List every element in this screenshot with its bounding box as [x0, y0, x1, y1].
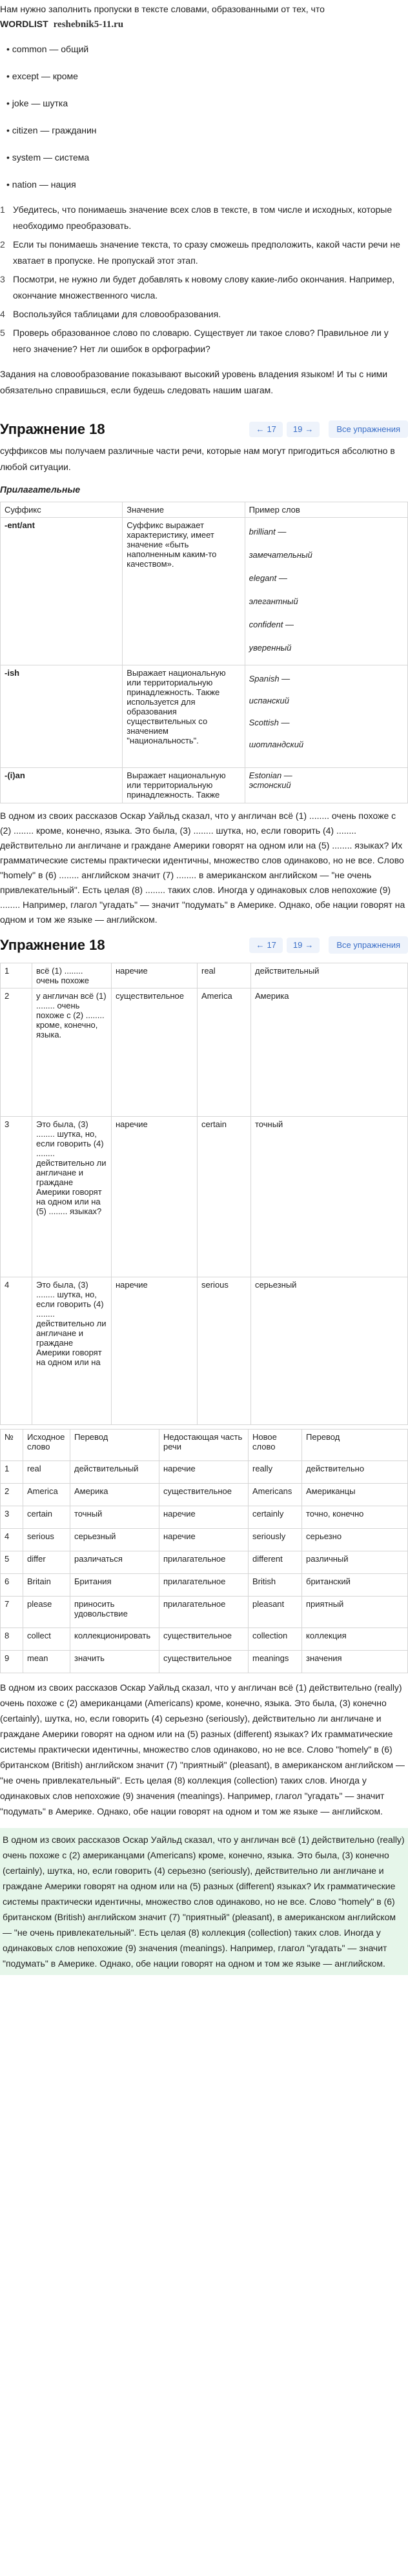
- answer-text: В одном из своих рассказов Оскар Уайльд сказал, что у англичан всё (1) действительно (really) очень похоже с (2) американцами (Americans) кроме, конечно, языка. Это была, (3) конечно (certainly), шутка, но, если говорить (4) серьезно (seriously), действительно ли англичане и граждане Америки говорят на одном или на (5) разных (different) языках? Их грамматические системы практически идентичны, множество слов одинаково, но не все. Слово "homely" в (6) британском (British) английском значит (7) "приятный" (pleasant), в американском английском — "не очень привлекательный". Есть целая (8) коллекция (collection) таких слов. Иногда у одинаковых слов непохожие (9) значения (meanings). Например, глагол "угадать" — значит "подумать" в Америке. Однако, обе нации говорят на одном и том же языке — английском.: [0, 1682, 405, 1816]
- next-button[interactable]: 19 →: [287, 938, 320, 953]
- answers-table: [0, 963, 408, 1425]
- all-exercises-button[interactable]: Все упражнения: [329, 420, 408, 438]
- table-row: 8 collect коллекционировать существительное collection коллекция: [1, 1628, 408, 1651]
- table-row: -(i)an Выражает национальную или территориальную принадлежность. Также Estonian — эстонский: [1, 768, 408, 803]
- table-row: 7 please приносить удовольствие прилагательное pleasant приятный: [1, 1597, 408, 1628]
- table-row: -ish Выражает национальную или территориальную принадлежность. Также используется для образования существительных со значением "национальность". Spanish — испанский Scottish — шотландский: [1, 665, 408, 768]
- table-row: 2 America Америка существительное Americans Американцы: [1, 1484, 408, 1506]
- answer-text-highlighted: В одном из своих рассказов Оскар Уайльд сказал, что у англичан всё (1) действительно (really) очень похоже с (2) американцами (Americans) кроме, конечно, языка. Это была, (3) конечно (certainly), шутка, но, если говорить (4) серьезно (seriously), действительно ли англичане и граждане Америки говорят на одном или на (5) разных (different) языках? Их грамматические системы практически идентичны, множество слов одинаково, но не все. Слово "homely" в (6) британском (British) английском значит (7) "приятный" (pleasant), в американском английском — "не очень привлекательный". Есть целая (8) коллекция (collection) таких слов. Иногда у одинаковых слов непохожие (9) значения (meanings). Например, глагол "угадать" — значит "подумать" в Америке. Однако, обе нации говорят на одном и том же языке — английском.: [0, 1828, 408, 1975]
- step-item: 1 Убедитесь, что понимаешь значение всех слов в тексте, в том числе и исходных, которые необходимо преобразовать.: [0, 204, 393, 231]
- arrow-left-icon: ←: [256, 940, 265, 950]
- table-row: 1 real действительный наречие really действительно: [1, 1461, 408, 1484]
- exercise-header: [0, 420, 408, 438]
- watermark: reshebnik5-11.ru: [53, 19, 124, 30]
- table-row: -ent/ant Суффикс выражает характеристику, имеет значение «быть наполненным каким-то качеством». brilliant — замечательный elegant — элегантный confident — уверенный: [1, 518, 408, 665]
- suffix-intro: суффиксов мы получаем различные части речи, которые нам могут пригодиться абсолютно в любой ситуации.: [0, 446, 395, 472]
- prev-button[interactable]: ← 17: [249, 938, 282, 953]
- adjectives-label: Прилагательные: [0, 484, 81, 495]
- prev-button[interactable]: ← 17: [249, 422, 282, 437]
- table-row: 6 Britain Британия прилагательное British британский: [1, 1574, 408, 1597]
- table-row: 5 differ различаться прилагательное different различный: [1, 1551, 408, 1574]
- exercise-title: Упражнение 18: [0, 420, 105, 437]
- step-item: 5 Проверь образованное слово по словарю. Существует ли такое слово? Правильное ли у него значение? Нет ли ошибок в орфографии?: [0, 328, 389, 354]
- table-header-row: № Исходное слово Перевод Недостающая часть речи Новое слово Перевод: [1, 1430, 408, 1461]
- after-text: Задания на словообразование показывают высокий уровень владения языком! И ты с ними обязательно справишься, если будешь следовать нашим шагам.: [0, 369, 388, 395]
- pager-2: [249, 936, 408, 954]
- suffix-table: [0, 502, 408, 803]
- wordlist-item: • nation — нация: [6, 179, 76, 190]
- wordlist-item: • except — кроме: [6, 71, 78, 81]
- arrow-right-icon: →: [305, 940, 314, 950]
- table-row: 9 mean значить существительное meanings значения: [1, 1651, 408, 1673]
- intro-line: Нам нужно заполнить пропуски в тексте словами, образованными от тех, что: [0, 4, 325, 14]
- step-item: 3 Посмотри, не нужно ли будет добавлять к новому слову какие-либо окончания. Например, окончание множественного числа.: [0, 274, 395, 300]
- arrow-right-icon: →: [305, 424, 314, 434]
- words-table: [0, 1429, 408, 1673]
- table-header-row: Суффикс Значение Пример слов: [1, 502, 408, 518]
- table-row: 4 serious серьезный наречие seriously серьезно: [1, 1529, 408, 1551]
- pager: [249, 420, 408, 438]
- step-item: 2 Если ты понимаешь значение текста, то сразу сможешь предположить, какой части речи не хватает в пропуске. Не пропускай этот этап.: [0, 239, 400, 266]
- next-button[interactable]: 19 →: [287, 422, 320, 437]
- table-row: 3 certain точный наречие certainly точно, конечно: [1, 1506, 408, 1529]
- table-row: 3 Это была, (3) ........ шутка, но, если говорить (4) ........ действительно ли англичане и граждане Америки говорят на одном или на (5) ........ языках? наречие certain точный: [1, 1117, 408, 1277]
- story-text: В одном из своих рассказов Оскар Уайльд сказал, что у англичан всё (1) ........ очень похоже с (2) ........ кроме, конечно, языка. Это была, (3) ........ шутка, но, если говорить (4) ........ действительно ли англичане и граждане Америки говорят на одном или на (5) ........ языках? Их грамматические системы практически идентичны, множество слов одинаково, но не все. Слово "homely" в (6) ........ английском значит (7) ........ в американском английском — "не очень привлекательный". Есть целая (8) ........ таких слов. Иногда у одинаковых слов непохожие (9) ........ Например, глагол "угадать" — значит "подумать" в Америке. Однако, обе нации говорят на одном и том же языке — английском.: [0, 811, 405, 925]
- exercise-header-2: [0, 936, 408, 954]
- wordlist-item: • joke — шутка: [6, 98, 68, 108]
- steps-list: [0, 202, 408, 357]
- arrow-left-icon: ←: [256, 424, 265, 434]
- table-row: 4 Это была, (3) ........ шутка, но, если говорить (4) ........ действительно ли англичане и граждане Америки говорят на одном или на наречие serious серьезный: [1, 1277, 408, 1425]
- all-exercises-button[interactable]: Все упражнения: [329, 936, 408, 954]
- table-row: 1 всё (1) ........ очень похоже наречие real действительный: [1, 963, 408, 988]
- step-item: 4 Воспользуйся таблицами для словообразования.: [0, 309, 221, 319]
- exercise-title-2: Упражнение 18: [0, 936, 105, 953]
- wordlist-item: • common — общий: [6, 44, 89, 54]
- table-row: 2 у англичан всё (1) ........ очень похоже с (2) ........ кроме, конечно, языка. существительное America Америка: [1, 988, 408, 1117]
- wordlist: [0, 35, 408, 198]
- wordlist-title: WORDLIST: [0, 19, 48, 29]
- wordlist-item: • citizen — гражданин: [6, 125, 97, 135]
- wordlist-item: • system — система: [6, 152, 90, 162]
